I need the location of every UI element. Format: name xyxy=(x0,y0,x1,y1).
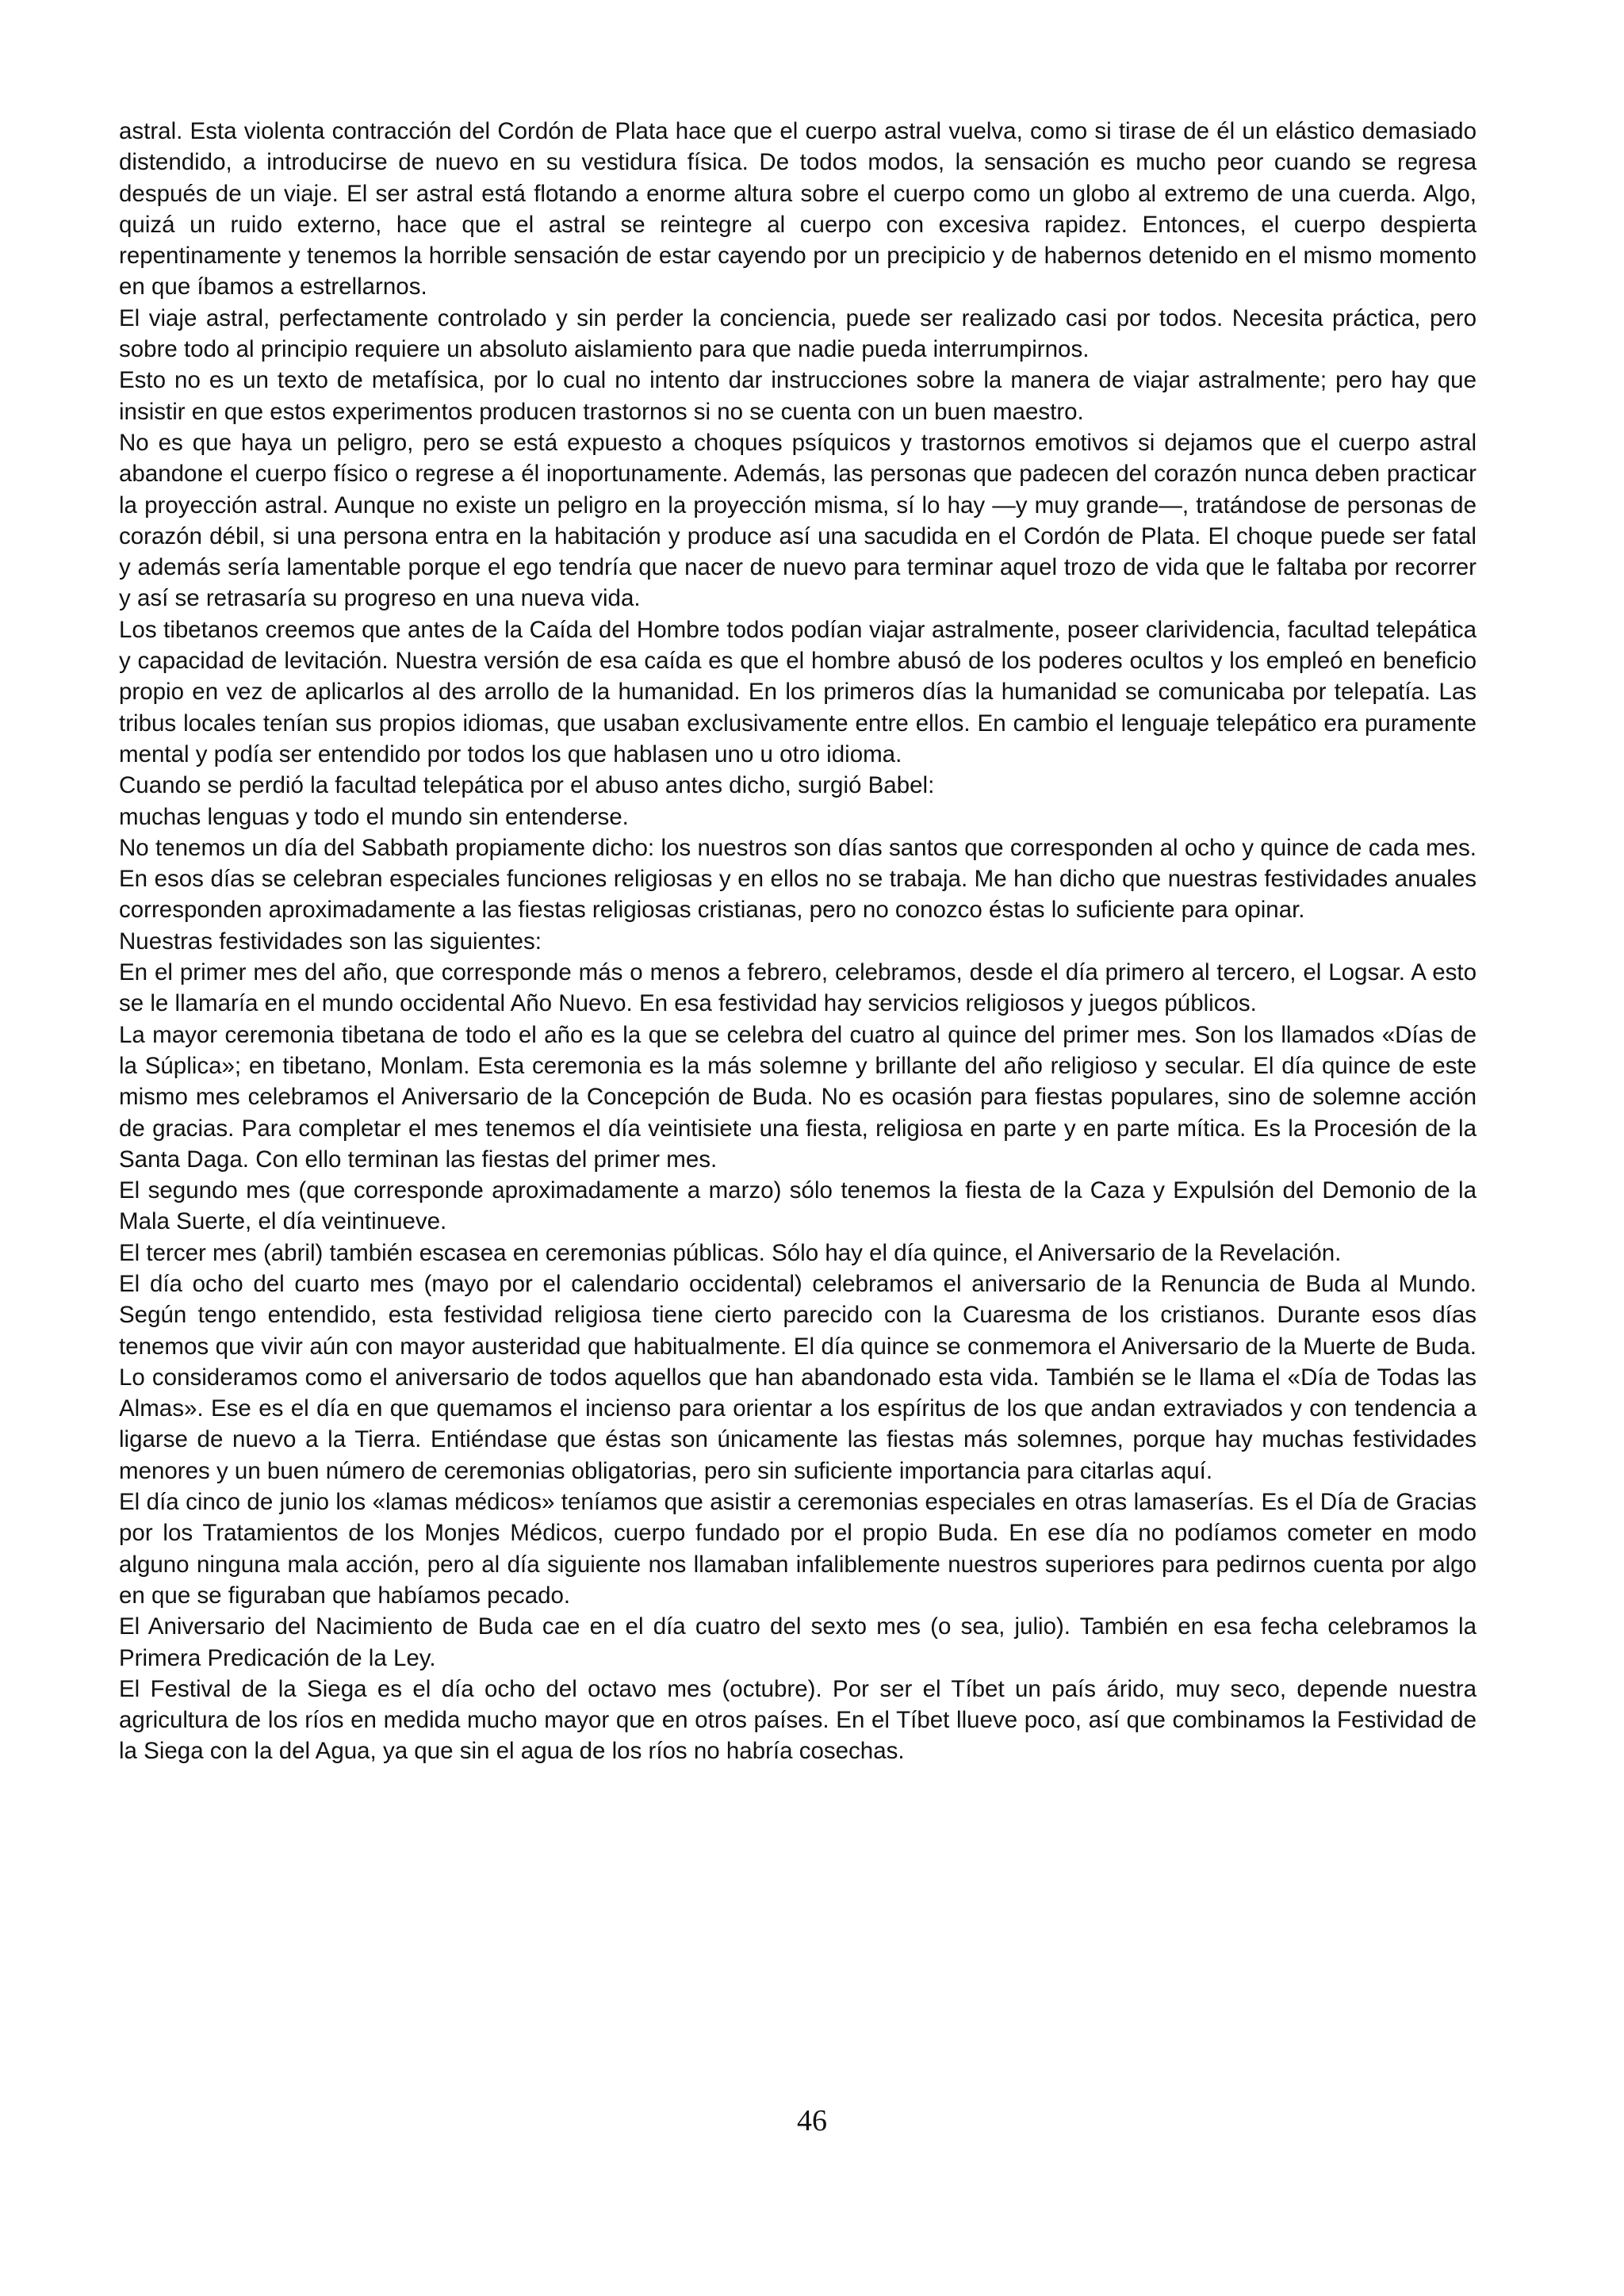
paragraph-5: Los tibetanos creemos que antes de la Caída del Hombre todos podían viajar astralmente, poseer clarividencia, facultad telepática y capacidad de levitación. Nuestra versión de esa caída es que el hombre abusó de los poderes ocultos y los empleó en beneficio propio en vez de aplicarlos al des arrollo de la humanidad. En los primeros días la humanidad se comunicaba por telepatía. Las tribus locales tenían sus propios idiomas, que usaban exclusivamente entre ellos. En cambio el lenguaje telepático era puramente mental y podía ser entendido por todos los que hablasen uno u otro idioma. xyxy=(119,616,1477,767)
paragraph-12: El tercer mes (abril) también escasea en ceremonias públicas. Sólo hay el día quince, el Aniversario de la Revelación. xyxy=(119,1239,1342,1266)
paragraph-9: En el primer mes del año, que corresponde más o menos a febrero, celebramos, desde el día primero al tercero, el Logsar. A esto se le llamaría en el mundo occidental Año Nuevo. En esa festividad hay servicios religiosos y juegos públicos. xyxy=(119,959,1477,1017)
page-number: 46 xyxy=(797,2104,827,2137)
paragraph-6: Cuando se perdió la facultad telepática por el abuso antes dicho, surgió Babel: muchas lenguas y todo el mundo sin entenderse. xyxy=(119,772,935,830)
paragraph-2: El viaje astral, perfectamente controlado y sin perder la conciencia, puede ser realizado casi por todos. Necesita práctica, pero sobre todo al principio requiere un absoluto aislamiento para que nadie pueda interrumpirnos. xyxy=(119,304,1477,363)
paragraph-8: Nuestras festividades son las siguientes: xyxy=(119,928,542,955)
paragraph-3: Esto no es un texto de metafísica, por lo cual no intento dar instrucciones sobre la manera de viajar astralmente; pero hay que insistir en que estos experimentos producen trastornos si no se cuenta con un buen maestro. xyxy=(119,367,1477,425)
paragraph-1: astral. Esta violenta contracción del Cordón de Plata hace que el cuerpo astral vuelva, como si tirase de él un elástico demasiado distendido, a introducirse de nuevo en su vestidura física. De todos modos, la sensación es mucho peor cuando se regresa después de un viaje. El ser astral está flotando a enorme altura sobre el cuerpo como un globo al extremo de una cuerda. Algo, quizá un ruido externo, hace que el astral se reintegre al cuerpo con excesiva rapidez. Entonces, el cuerpo despierta repentinamente y tenemos la horrible sensación de estar cayendo por un precipicio y de habernos detenido en el mismo momento en que íbamos a estrellarnos. xyxy=(119,118,1477,300)
paragraph-11: El segundo mes (que corresponde aproximadamente a marzo) sólo tenemos la fiesta de la Caza y Expulsión del Demonio de la Mala Suerte, el día veintinueve. xyxy=(119,1177,1477,1235)
text-body xyxy=(119,116,1477,1767)
paragraph-16: El Festival de la Siega es el día ocho del octavo mes (octubre). Por ser el Tíbet un país árido, muy seco, depende nuestra agricultura de los ríos en medida mucho mayor que en otros países. En el Tíbet llueve poco, así que combinamos la Festividad de la Siega con la del Agua, ya que sin el agua de los ríos no habría cosechas. xyxy=(119,1675,1477,1765)
paragraph-10: La mayor ceremonia tibetana de todo el año es la que se celebra del cuatro al quince del primer mes. Son los llamados «Días de la Súplica»; en tibetano, Monlam. Esta ceremonia es la más solemne y brillante del año religioso y secular. El día quince de este mismo mes celebramos el Aniversario de la Concepción de Buda. No es ocasión para fiestas populares, sino de solemne acción de gracias. Para completar el mes tenemos el día veintisiete una fiesta, religiosa en parte y en parte mítica. Es la Procesión de la Santa Daga. Con ello terminan las fiestas del primer mes. xyxy=(119,1021,1477,1173)
paragraph-7: No tenemos un día del Sabbath propiamente dicho: los nuestros son días santos que corresponden al ocho y quince de cada mes. En esos días se celebran especiales funciones religiosas y en ellos no se trabaja. Me han dicho que nuestras festividades anuales corresponden aproximadamente a las fiestas religiosas cristianas, pero no conozco éstas lo suficiente para opinar. xyxy=(119,834,1477,924)
paragraph-4: No es que haya un peligro, pero se está expuesto a choques psíquicos y trastornos emotivos si dejamos que el cuerpo astral abandone el cuerpo físico o regrese a él inoportunamente. Además, las personas que padecen del corazón nunca deben practicar la proyección astral. Aunque no existe un peligro en la proyección misma, sí lo hay —y muy grande—, tratándose de personas de corazón débil, si una persona entra en la habitación y produce así una sacudida en el Cordón de Plata. El choque puede ser fatal y además sería lamentable porque el ego tendría que nacer de nuevo para terminar aquel trozo de vida que le faltaba por recorrer y así se retrasaría su progreso en una nueva vida. xyxy=(119,429,1477,612)
paragraph-15: El Aniversario del Nacimiento de Buda cae en el día cuatro del sexto mes (o sea, julio). También en esa fecha celebramos la Primera Predicación de la Ley. xyxy=(119,1613,1477,1671)
paragraph-13: El día ocho del cuarto mes (mayo por el calendario occidental) celebramos el aniversario de la Renuncia de Buda al Mundo. Según tengo entendido, esta festividad religiosa tiene cierto parecido con la Cuaresma de los cristianos. Durante esos días tenemos que vivir aún con mayor austeridad que habitualmente. El día quince se conmemora el Aniversario de la Muerte de Buda. Lo consideramos como el aniversario de todos aquellos que han abandonado esta vida. También se le llama el «Día de Todas las Almas». Ese es el día en que quemamos el incienso para orientar a los espíritus de los que andan extraviados y con tendencia a ligarse de nuevo a la Tierra. Entiéndase que éstas son únicamente las fiestas más solemnes, porque hay muchas festividades menores y un buen número de ceremonias obligatorias, pero sin suficiente importancia para citarlas aquí. xyxy=(119,1270,1477,1484)
paragraph-14: El día cinco de junio los «lamas médicos» teníamos que asistir a ceremonias especiales en otras lamaserías. Es el Día de Gracias por los Tratamientos de los Monjes Médicos, cuerpo fundado por el propio Buda. En ese día no podíamos cometer en modo alguno ninguna mala acción, pero al día siguiente nos llamaban infaliblemente nuestros superiores para pedirnos cuenta por algo en que se figuraban que habíamos pecado. xyxy=(119,1489,1477,1609)
